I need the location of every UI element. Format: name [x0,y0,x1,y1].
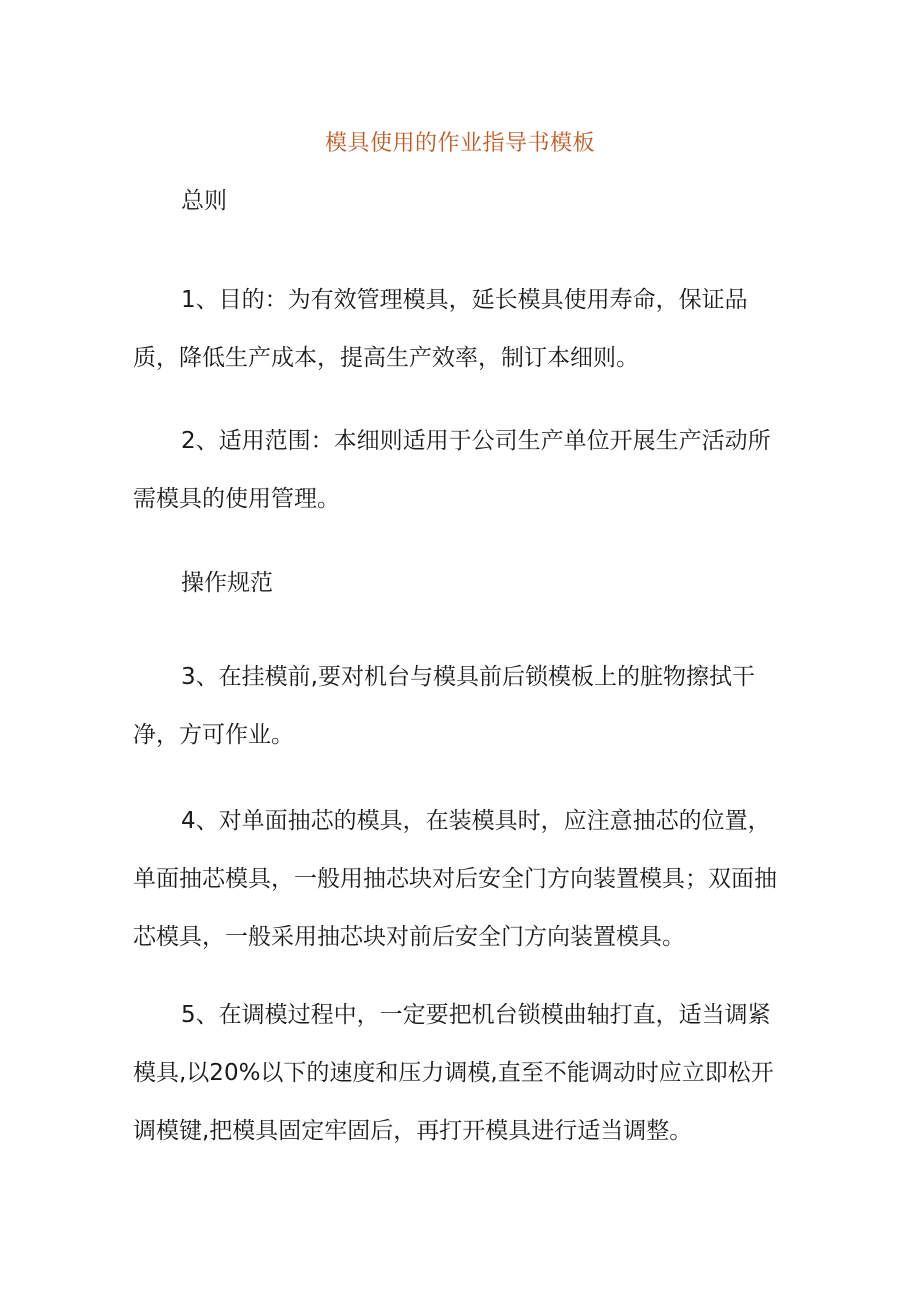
document-title: 模具使用的作业指导书模板 [324,131,595,156]
paragraph-purpose: 1、目的：为有效管理模具，延长模具使用寿命，保证品质，降低生产成本，提高生产效率，制订本细则。 [133,287,748,371]
paragraph-scope: 2、适用范围：本细则适用于公司生产单位开展生产活动所需模具的使用管理。 [133,428,771,512]
section-heading-operation: 操作规范 [181,570,273,596]
paragraph-item-3: 3、在挂模前,要对机台与模具前后锁模板上的脏物擦拭干净，方可作业。 [133,664,755,748]
paragraph-item-5: 5、在调模过程中，一定要把机台锁模曲轴打直，适当调紧模具,以20%以下的速度和压力调模,直至不能调动时应立即松开调模键,把模具固定牢固后，再打开模具进行适当调整。 [133,1002,774,1144]
paragraph-item-4: 4、对单面抽芯的模具，在装模具时，应注意抽芯的位置，单面抽芯模具，一般用抽芯块对后安全门方向装置模具；双面抽芯模具，一般采用抽芯块对前后安全门方向装置模具。 [133,808,777,950]
section-heading-general: 总则 [181,188,227,214]
